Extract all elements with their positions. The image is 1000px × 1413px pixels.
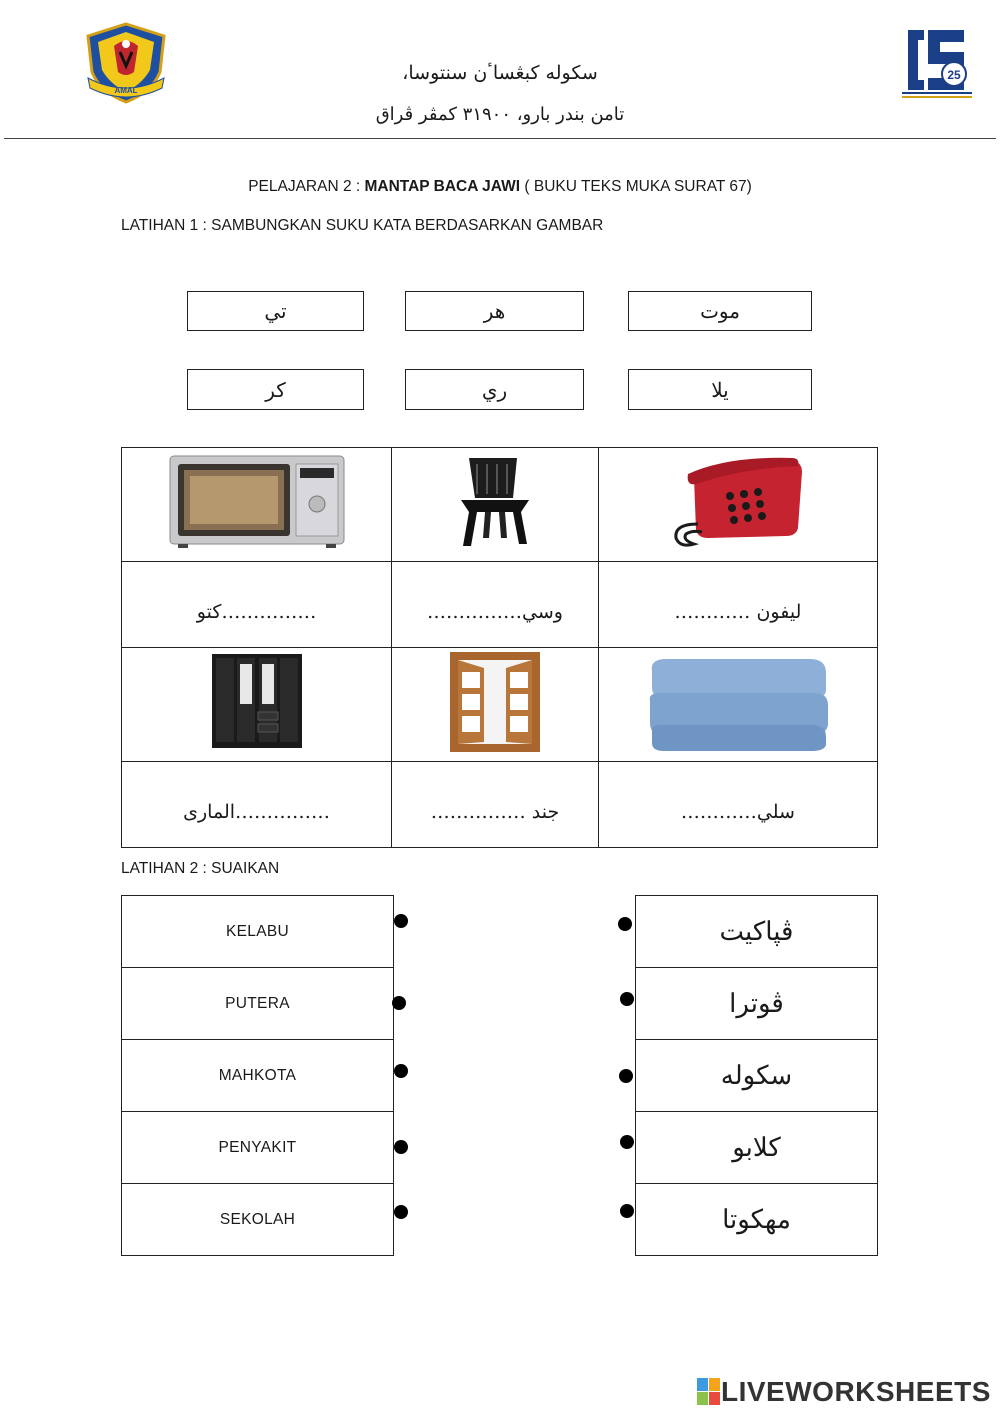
word-blank[interactable]: ليفون …………	[598, 562, 877, 648]
syllable-box[interactable]: موت	[628, 291, 812, 331]
svg-text:25: 25	[947, 68, 961, 82]
word-blank[interactable]: وسي……………	[392, 562, 599, 648]
match-left-item[interactable]: SEKOLAH	[121, 1183, 394, 1256]
exercise2-title: LATIHAN 2 : SUAIKAN	[121, 860, 280, 877]
picture-word-table	[121, 447, 878, 848]
header-divider	[4, 138, 996, 139]
match-left-item[interactable]: KELABU	[121, 895, 394, 968]
picture-cell	[598, 448, 877, 562]
match-dot-right[interactable]	[620, 1204, 634, 1218]
word-blank[interactable]: ……………كتو	[122, 562, 392, 648]
chair-picture	[455, 454, 535, 550]
telephone-picture	[668, 454, 808, 550]
match-right-item[interactable]: ڤڽاكيت	[635, 895, 878, 968]
syllable-box[interactable]: ري	[405, 369, 584, 410]
syllable-box[interactable]: يلا	[628, 369, 812, 410]
match-dot-right[interactable]	[619, 1069, 633, 1083]
match-dot-left[interactable]	[394, 1140, 408, 1154]
picture-cell	[392, 648, 599, 762]
wardrobe-picture	[210, 652, 304, 752]
word-blank[interactable]: جند ……………	[392, 762, 599, 848]
liveworksheets-logo	[697, 1376, 991, 1408]
lesson-suffix: ( BUKU TEKS MUKA SURAT 67)	[520, 178, 752, 195]
lesson-prefix: PELAJARAN 2 :	[248, 178, 365, 195]
syllable-box[interactable]: هر	[405, 291, 584, 331]
blanket-picture	[646, 651, 830, 753]
match-right-item[interactable]: سكوله	[635, 1039, 878, 1112]
match-left-item[interactable]: PENYAKIT	[121, 1111, 394, 1184]
match-right-item[interactable]: ڤوترا	[635, 967, 878, 1040]
word-blank[interactable]: سلي…………	[598, 762, 877, 848]
picture-cell	[598, 648, 877, 762]
match-left-item[interactable]: PUTERA	[121, 967, 394, 1040]
liveworksheets-badge-icon	[697, 1378, 721, 1406]
lesson-title-bold: MANTAP BACA JAWI	[364, 178, 521, 195]
match-dot-left[interactable]	[394, 914, 408, 928]
exercise1-title: LATIHAN 1 : SAMBUNGKAN SUKU KATA BERDASARKAN GAMBAR	[121, 217, 604, 234]
picture-cell	[122, 648, 392, 762]
match-dot-right[interactable]	[618, 917, 632, 931]
liveworksheets-brand: LIVEWORKSHEETS	[721, 1376, 991, 1407]
window-picture	[448, 650, 542, 754]
word-blank[interactable]: ……………المارى	[122, 762, 392, 848]
match-dot-left[interactable]	[394, 1064, 408, 1078]
anniversary-logo	[898, 22, 976, 100]
picture-cell	[122, 448, 392, 562]
syllable-box[interactable]: كر	[187, 369, 364, 410]
school-name: سكوله كبڠساٴن سنتوسا،	[402, 62, 598, 84]
match-dot-right[interactable]	[620, 1135, 634, 1149]
microwave-picture	[168, 452, 346, 552]
match-right-item[interactable]: مهكوتا	[635, 1183, 878, 1256]
match-left-item[interactable]: MAHKOTA	[121, 1039, 394, 1112]
syllable-box[interactable]: تي	[187, 291, 364, 331]
crest-motto: AMAL	[114, 86, 138, 95]
school-address: تامن بندر بارو، ٣١٩٠٠ كمڤر ڤراق	[375, 104, 625, 125]
picture-cell	[392, 448, 599, 562]
match-dot-right[interactable]	[620, 992, 634, 1006]
lesson-title	[0, 178, 1000, 196]
match-right-item[interactable]: كلابو	[635, 1111, 878, 1184]
match-dot-left[interactable]	[392, 996, 406, 1010]
match-dot-left[interactable]	[394, 1205, 408, 1219]
